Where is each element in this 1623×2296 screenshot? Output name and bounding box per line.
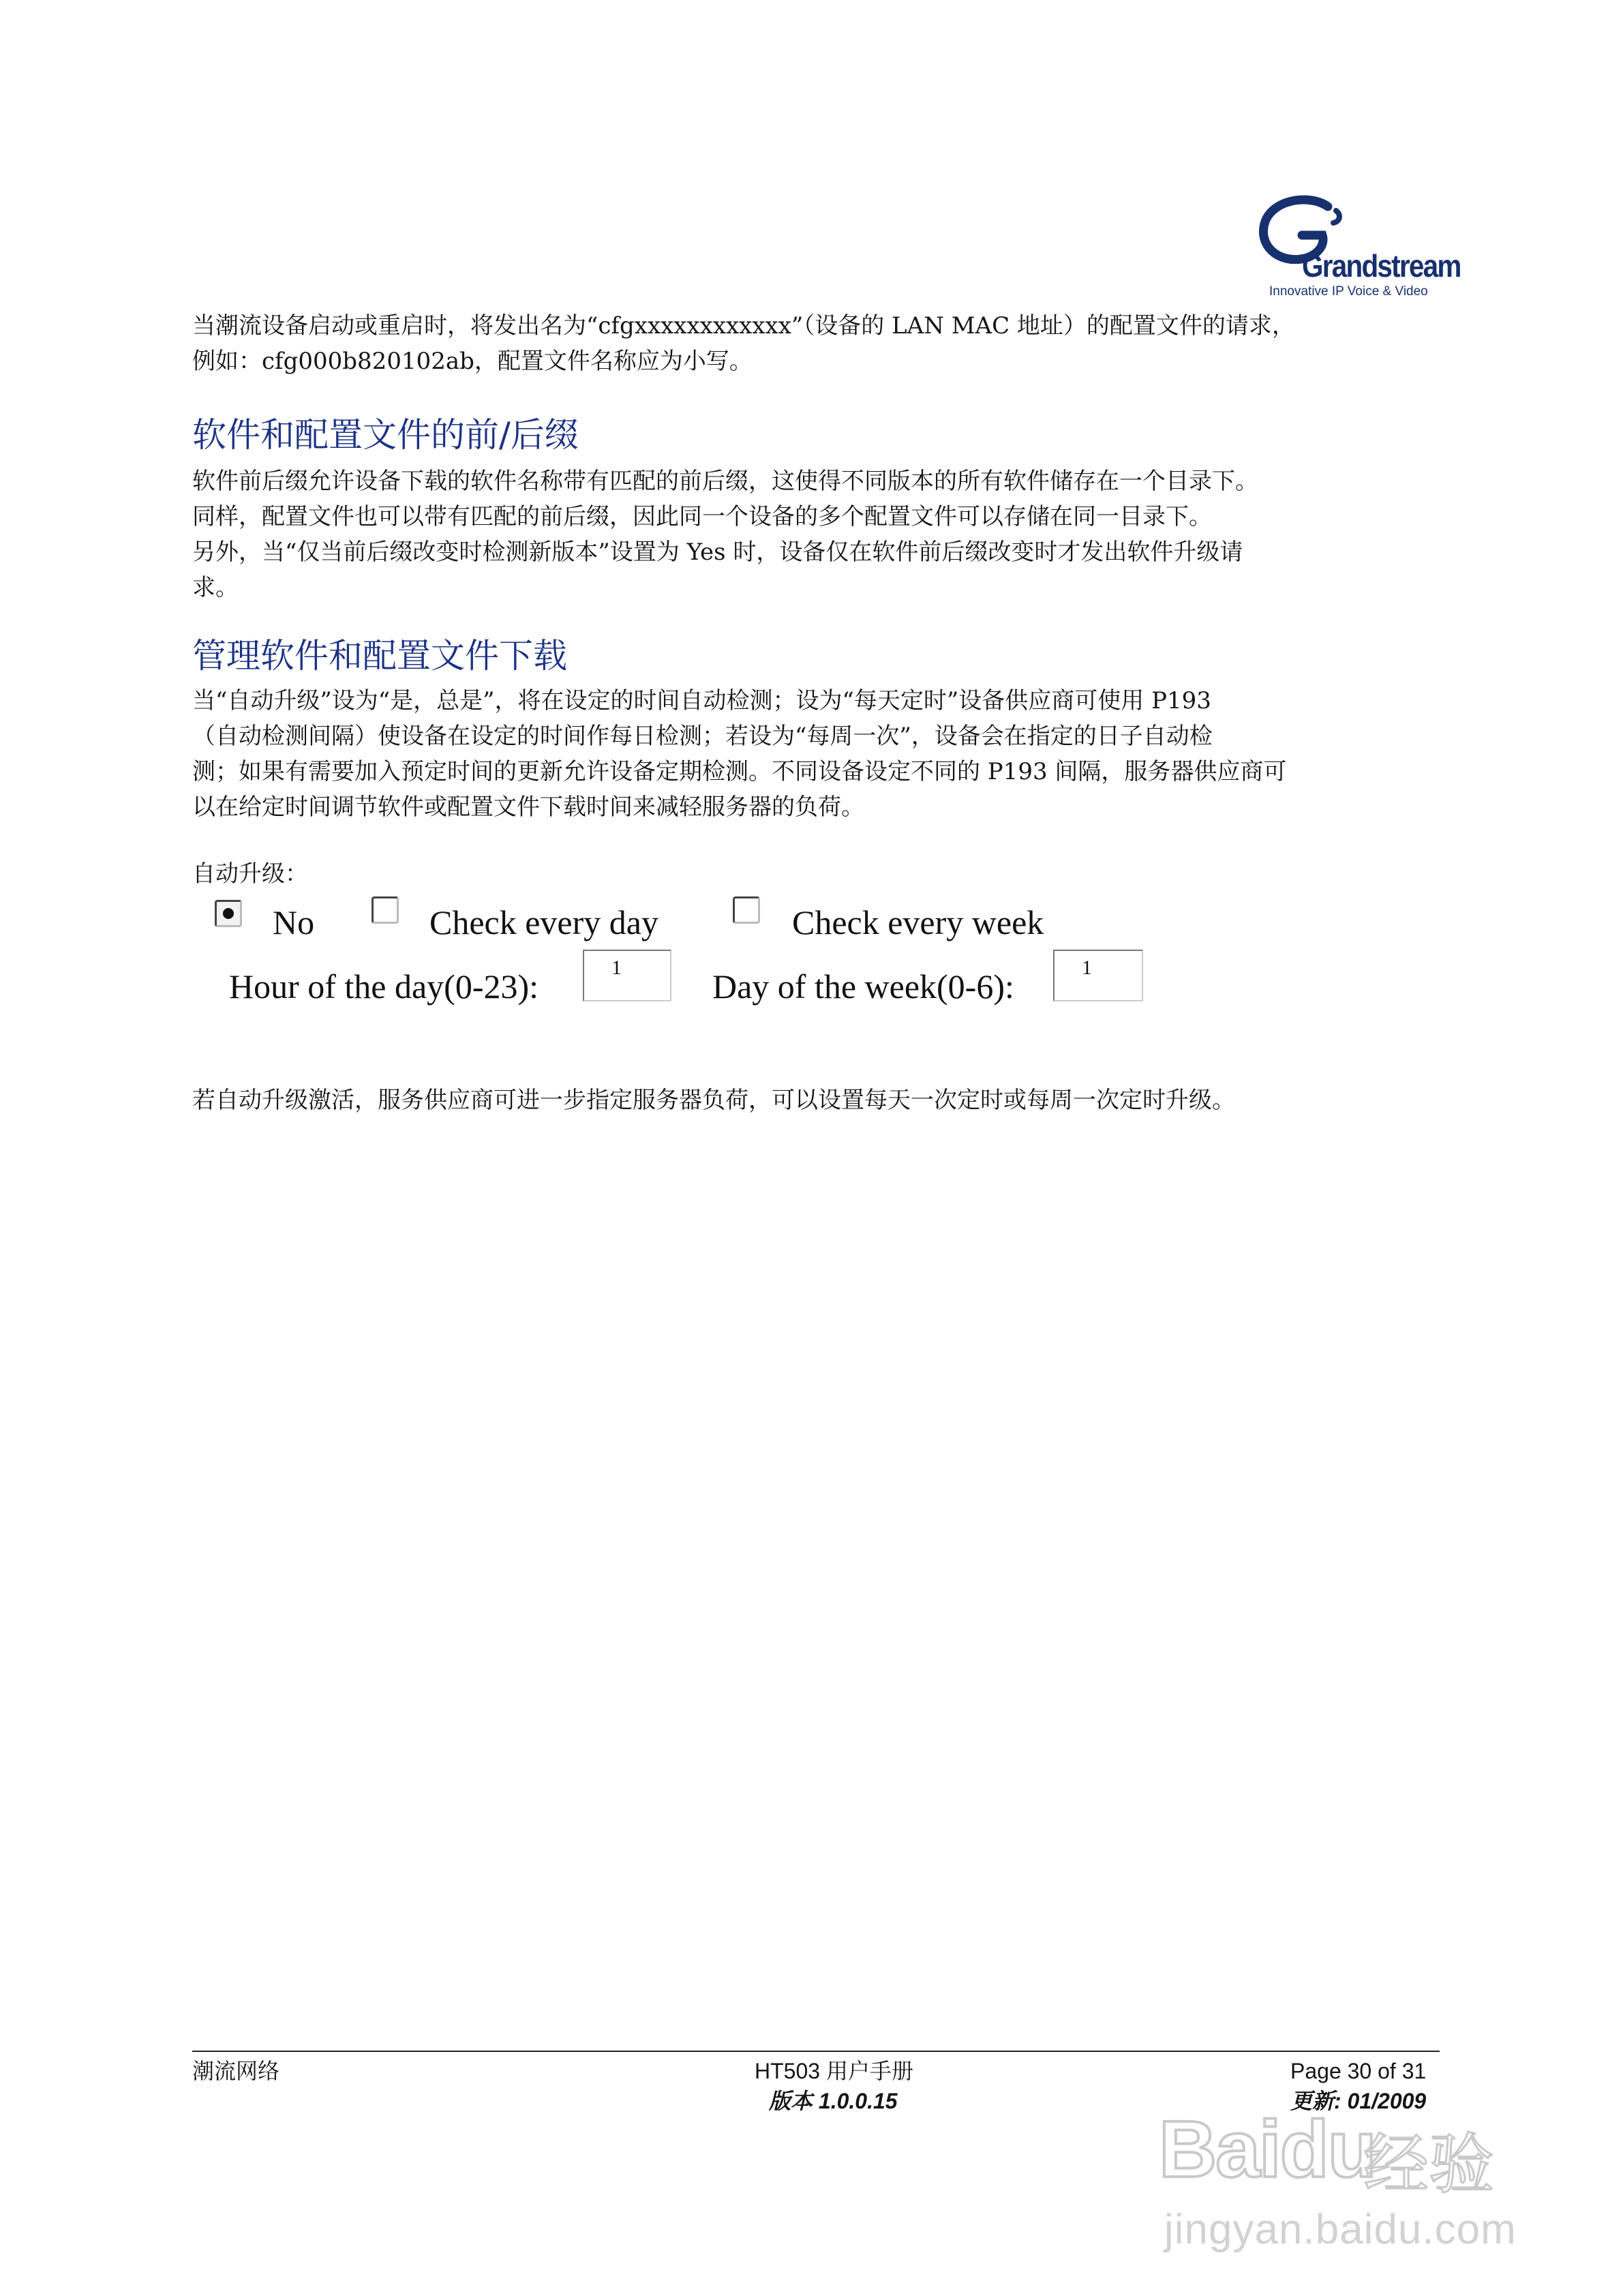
section1-paragraph: [192, 464, 1440, 605]
section2-line: 测；如果有需要加入预定时间的更新允许设备定期检测。不同设备设定不同的 P193 间隔，服务器供应商可: [192, 758, 1287, 785]
baidu-watermark: [1159, 2103, 1541, 2280]
footer-manual-title: HT503 用户手册: [755, 2059, 913, 2083]
footer-company: 潮流网络: [192, 2058, 280, 2084]
watermark-brand: Baidu: [1159, 2104, 1376, 2194]
logo-tagline: Innovative IP Voice & Video: [1269, 284, 1428, 299]
radio-check-every-day[interactable]: [371, 896, 399, 924]
grandstream-logo: [1254, 194, 1461, 303]
auto-upgrade-label: [192, 856, 1440, 892]
radio-check-every-week-label: Check every week: [792, 903, 1044, 941]
section1-line: 求。: [192, 574, 239, 601]
intro-paragraph: [192, 308, 1440, 379]
intro-line: 例如：cfg000b820102ab，配置文件名称应为小写。: [192, 348, 753, 375]
intro-line: 当潮流设备启动或重启时，将发出名为“cfgxxxxxxxxxxxx”（设备的 LAN MAC 地址）的配置文件的请求，: [192, 312, 1295, 339]
radio-no[interactable]: [215, 900, 242, 927]
hour-of-day-label: Hour of the day(0-23):: [229, 967, 539, 1006]
auto-upgrade-form: [204, 890, 1159, 1026]
section-heading-download-management: 管理软件和配置文件下载: [192, 636, 567, 676]
closing-paragraph: [192, 1083, 1440, 1118]
day-of-week-label: Day of the week(0-6):: [712, 967, 1014, 1006]
footer-updated-date: 更新: 01/2009: [1290, 2089, 1427, 2113]
section1-line: 软件前后缀允许设备下载的软件名称带有匹配的前后缀，这使得不同版本的所有软件储存在一个目录下。: [192, 468, 1258, 495]
closing-line: 若自动升级激活，服务供应商可进一步指定服务器负荷，可以设置每天一次定时或每周一次定时升级。: [192, 1087, 1235, 1114]
auto-upgrade-label-text: 自动升级：: [192, 860, 308, 888]
section2-line: 当“自动升级”设为“是，总是”，将在设定的时间自动检测；设为“每天定时”设备供应商可使用 P193: [192, 687, 1211, 714]
section2-line: 以在给定时间调节软件或配置文件下载时间来减轻服务器的负荷。: [192, 794, 864, 821]
section1-line: 另外，当“仅当前后缀改变时检测新版本”设置为 Yes 时，设备仅在软件前后缀改变时才发出软件升级请: [192, 539, 1243, 566]
radio-check-every-week[interactable]: [733, 896, 760, 924]
hour-of-day-input[interactable]: 1: [583, 950, 671, 1001]
radio-no-label: No: [273, 903, 315, 941]
section2-line: （自动检测间隔）使设备在设定的时间作每日检测；若设为“每周一次”，设备会在指定的日子自动检: [192, 723, 1213, 750]
logo-wordmark: Grandstream: [1302, 248, 1461, 284]
footer-divider: [192, 2051, 1440, 2052]
day-of-week-input[interactable]: 1: [1053, 950, 1143, 1001]
radio-check-every-day-label: Check every day: [429, 903, 658, 941]
footer-page-number: Page 30 of 31: [1290, 2059, 1427, 2083]
section-heading-prefix-suffix: 软件和配置文件的前/后缀: [192, 415, 579, 455]
section1-line: 同样，配置文件也可以带有匹配的前后缀，因此同一个设备的多个配置文件可以存储在同一目录下。: [192, 503, 1212, 530]
footer-version: 版本 1.0.0.15: [769, 2089, 898, 2113]
watermark-cn: 经验: [1363, 2126, 1494, 2203]
section2-paragraph: [192, 683, 1440, 825]
watermark-url: jingyan.baidu.com: [1164, 2206, 1517, 2253]
